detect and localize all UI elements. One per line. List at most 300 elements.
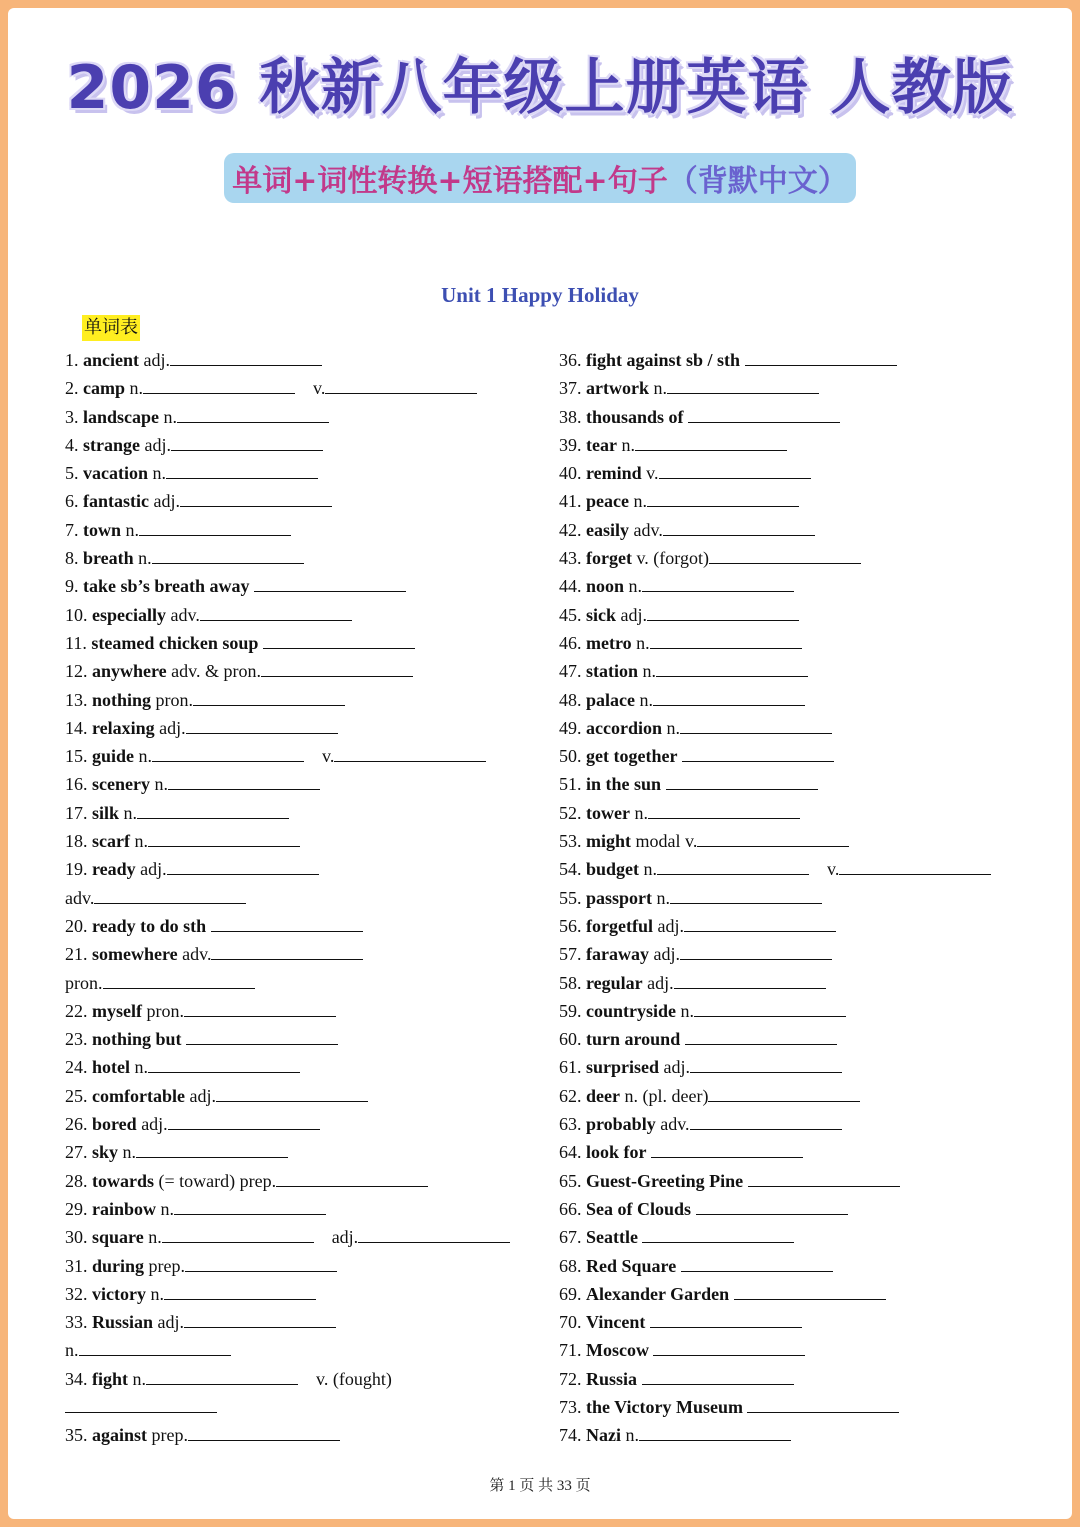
- item-word: sky: [92, 1142, 119, 1163]
- answer-blank[interactable]: [334, 743, 486, 762]
- answer-blank[interactable]: [663, 517, 815, 536]
- vocab-item: [65, 1223, 545, 1251]
- answer-blank[interactable]: [166, 460, 318, 479]
- vocab-item: [65, 516, 545, 544]
- answer-blank[interactable]: [211, 913, 363, 932]
- item-pos: n.: [152, 463, 166, 484]
- item-pos: n.: [625, 1425, 639, 1446]
- subtitle: [224, 153, 855, 203]
- answer-blank[interactable]: [659, 460, 811, 479]
- vocab-item: [559, 1167, 1039, 1195]
- item-number: 41.: [559, 491, 582, 512]
- answer-blank[interactable]: [680, 941, 832, 960]
- vocab-item: [559, 657, 1039, 685]
- item-pos-secondary: v.: [827, 859, 840, 880]
- item-word: probably: [586, 1114, 656, 1135]
- item-pos: adj.: [141, 1114, 168, 1135]
- item-number: 53.: [559, 831, 582, 852]
- vocab-item: [65, 912, 545, 940]
- vocab-item: [65, 827, 545, 855]
- item-word: remind: [586, 463, 642, 484]
- answer-blank[interactable]: [146, 1366, 298, 1385]
- vocab-item: [559, 1365, 1039, 1393]
- item-word: nothing but: [92, 1029, 182, 1050]
- item-pos: adj.: [159, 717, 186, 738]
- vocab-item: [65, 940, 545, 968]
- answer-blank[interactable]: [152, 545, 304, 564]
- answer-blank[interactable]: [635, 432, 787, 451]
- item-word: budget: [586, 859, 640, 880]
- answer-blank[interactable]: [682, 743, 834, 762]
- item-pos: n.: [65, 1340, 79, 1361]
- item-number: 17.: [65, 802, 88, 823]
- vocab-item: [559, 374, 1039, 402]
- item-pos: (= toward) prep.: [158, 1170, 277, 1191]
- item-pos: n.: [132, 1368, 146, 1389]
- item-word: town: [83, 519, 122, 540]
- item-word: guide: [92, 746, 135, 767]
- item-word: camp: [83, 378, 125, 399]
- answer-blank[interactable]: [254, 573, 406, 592]
- item-number: 38.: [559, 406, 582, 427]
- item-pos: n.: [154, 774, 168, 795]
- item-pos: n.: [160, 1198, 175, 1219]
- page-footer: [8, 1474, 1072, 1495]
- item-pos: pron.: [146, 1000, 184, 1021]
- item-number: 74.: [559, 1425, 582, 1446]
- answer-blank[interactable]: [674, 970, 826, 989]
- item-number: 5.: [65, 463, 79, 484]
- vocab-item: [65, 884, 545, 912]
- item-word: Red Square: [586, 1255, 677, 1276]
- item-word: the Victory Museum: [586, 1396, 743, 1417]
- vocab-item: [65, 1110, 545, 1138]
- item-pos: pron.: [155, 689, 194, 710]
- item-pos: n.: [148, 1227, 162, 1248]
- item-word: strange: [83, 434, 140, 455]
- answer-blank[interactable]: [276, 1168, 428, 1187]
- vocab-item: [65, 1280, 545, 1308]
- item-number: 25.: [65, 1085, 88, 1106]
- vocab-item: [65, 1252, 545, 1280]
- item-pos: adv.: [660, 1114, 690, 1135]
- item-number: 39.: [559, 434, 582, 455]
- item-pos: adv.: [633, 519, 663, 540]
- answer-blank[interactable]: [690, 1054, 842, 1073]
- item-word: comfortable: [92, 1085, 185, 1106]
- answer-blank[interactable]: [648, 800, 800, 819]
- answer-blank[interactable]: [164, 1281, 316, 1300]
- answer-blank[interactable]: [143, 375, 295, 394]
- item-number: 18.: [65, 831, 88, 852]
- vocab-item: [65, 431, 545, 459]
- item-number: 33.: [65, 1312, 88, 1333]
- item-number: 11.: [65, 632, 87, 653]
- item-number: 62.: [559, 1085, 582, 1106]
- vocab-item: [559, 940, 1039, 968]
- item-number: 46.: [559, 632, 582, 653]
- item-word: vacation: [83, 463, 148, 484]
- answer-blank[interactable]: [94, 885, 246, 904]
- item-number: 49.: [559, 717, 582, 738]
- answer-blank[interactable]: [694, 998, 846, 1017]
- item-pos: n.: [123, 802, 138, 823]
- item-number: 12.: [65, 661, 88, 682]
- item-word: Vincent: [586, 1312, 646, 1333]
- item-pos: adj.: [153, 491, 180, 512]
- answer-blank[interactable]: [657, 856, 809, 875]
- item-pos: n.: [163, 406, 178, 427]
- vocab-item: [65, 1167, 545, 1195]
- item-pos: adj.: [143, 350, 170, 370]
- vocab-item: [65, 1053, 545, 1081]
- item-pos: n.: [642, 661, 657, 682]
- answer-blank[interactable]: [261, 658, 413, 677]
- item-number: 8.: [65, 548, 79, 569]
- answer-blank[interactable]: [653, 1337, 805, 1356]
- item-word: fight against sb / sth: [586, 350, 741, 370]
- vocab-item: [65, 770, 545, 798]
- unit-title: Unit 1 Happy Holiday: [441, 283, 639, 307]
- footer-suffix: 页: [571, 1478, 591, 1494]
- vocab-item: [65, 714, 545, 742]
- item-pos: pron.: [65, 972, 103, 993]
- item-word: towards: [92, 1170, 154, 1191]
- item-word: breath: [83, 548, 134, 569]
- item-pos-secondary: v.: [322, 746, 335, 767]
- item-pos: v.: [646, 463, 659, 484]
- answer-blank[interactable]: [168, 1111, 320, 1130]
- answer-blank[interactable]: [685, 1026, 837, 1045]
- item-number: 19.: [65, 859, 88, 880]
- answer-blank[interactable]: [684, 913, 836, 932]
- item-word: ancient: [83, 350, 139, 370]
- item-word: artwork: [586, 378, 649, 399]
- vocab-item: [559, 1252, 1039, 1280]
- answer-blank[interactable]: [139, 517, 291, 536]
- item-word: fight: [92, 1368, 128, 1389]
- item-number: 47.: [559, 661, 582, 682]
- item-word: tower: [586, 802, 630, 823]
- vocab-item: [559, 487, 1039, 515]
- vocab-item: [559, 1336, 1039, 1364]
- footer-middle: 页 共: [515, 1478, 557, 1494]
- item-pos: n.: [680, 1000, 694, 1021]
- item-pos: adj.: [620, 604, 648, 625]
- vocab-item: [65, 1138, 545, 1166]
- vocab-item: [559, 516, 1039, 544]
- item-word: station: [586, 661, 639, 682]
- item-number: 66.: [559, 1198, 582, 1219]
- item-word: ready: [92, 859, 136, 880]
- vocab-item: [65, 1421, 545, 1449]
- vocab-item: [559, 1421, 1039, 1449]
- answer-blank[interactable]: [642, 573, 794, 592]
- answer-blank[interactable]: [177, 404, 329, 423]
- vocab-item: [65, 742, 545, 770]
- vocab-item: [65, 1082, 545, 1110]
- item-number: 24.: [65, 1057, 88, 1078]
- item-pos: adj.: [663, 1057, 691, 1078]
- item-word: faraway: [586, 944, 649, 965]
- item-word: landscape: [83, 406, 160, 427]
- item-number: 16.: [65, 774, 88, 795]
- item-word: forgetful: [586, 915, 653, 936]
- answer-blank[interactable]: [647, 602, 799, 621]
- answer-blank[interactable]: [748, 1168, 900, 1187]
- item-word: bored: [92, 1114, 137, 1135]
- item-pos: n. (pl. deer): [624, 1085, 709, 1106]
- item-number: 13.: [65, 689, 88, 710]
- item-pos: n.: [656, 887, 671, 908]
- answer-blank[interactable]: [167, 856, 319, 875]
- vocab-item: [559, 1025, 1039, 1053]
- answer-blank[interactable]: [653, 687, 805, 706]
- answer-blank[interactable]: [650, 630, 802, 649]
- item-word: steamed chicken soup: [91, 632, 259, 653]
- item-number: 52.: [559, 802, 582, 823]
- answer-blank[interactable]: [639, 1422, 791, 1441]
- answer-blank[interactable]: [651, 1139, 803, 1158]
- answer-blank[interactable]: [696, 1196, 848, 1215]
- item-pos: n.: [122, 1142, 137, 1163]
- vocab-item: [65, 374, 545, 402]
- answer-blank[interactable]: [358, 1224, 510, 1243]
- item-word: Guest-Greeting Pine: [586, 1170, 744, 1191]
- answer-blank[interactable]: [103, 970, 255, 989]
- vocab-item: [65, 629, 545, 657]
- answer-blank[interactable]: [185, 1253, 337, 1272]
- item-number: 72.: [559, 1368, 582, 1389]
- item-word: noon: [586, 576, 625, 597]
- item-word: Russian: [92, 1312, 154, 1333]
- item-number: 23.: [65, 1029, 88, 1050]
- item-word: scenery: [92, 774, 150, 795]
- item-word: square: [92, 1227, 144, 1248]
- item-pos: n.: [643, 859, 658, 880]
- answer-blank[interactable]: [188, 1422, 340, 1441]
- vocab-item: [559, 799, 1039, 827]
- answer-blank[interactable]: [670, 885, 822, 904]
- item-word: during: [92, 1255, 145, 1276]
- item-pos: n.: [666, 717, 680, 738]
- answer-blank[interactable]: [680, 715, 832, 734]
- item-number: 60.: [559, 1029, 582, 1050]
- vocab-item: [65, 657, 545, 685]
- item-pos: n.: [636, 632, 650, 653]
- item-word: myself: [92, 1000, 142, 1021]
- answer-blank[interactable]: [65, 1394, 217, 1413]
- item-word: rainbow: [92, 1198, 157, 1219]
- item-pos: n.: [138, 548, 152, 569]
- item-number: 15.: [65, 746, 88, 767]
- item-number: 34.: [65, 1368, 88, 1389]
- item-number: 31.: [65, 1255, 88, 1276]
- item-word: metro: [586, 632, 632, 653]
- vocab-item: [559, 1110, 1039, 1138]
- item-word: hotel: [92, 1057, 130, 1078]
- item-number: 56.: [559, 915, 582, 936]
- item-number: 68.: [559, 1255, 582, 1276]
- vocab-item: [559, 1138, 1039, 1166]
- vocab-item: [65, 459, 545, 487]
- answer-blank[interactable]: [697, 828, 849, 847]
- answer-blank[interactable]: [642, 1366, 794, 1385]
- worksheet-page: [8, 8, 1072, 1519]
- item-word: nothing: [92, 689, 152, 710]
- answer-blank[interactable]: [174, 1196, 326, 1215]
- answer-blank[interactable]: [681, 1253, 833, 1272]
- item-word: take sb’s breath away: [83, 576, 250, 597]
- vocab-item: [559, 431, 1039, 459]
- main-title: 2026 秋新八年级上册英语 人教版: [66, 53, 1014, 123]
- item-word: accordion: [586, 717, 662, 738]
- vocab-item: [559, 1280, 1039, 1308]
- item-word: deer: [586, 1085, 620, 1106]
- answer-blank[interactable]: [745, 347, 897, 366]
- item-word: fantastic: [83, 491, 149, 512]
- answer-blank[interactable]: [709, 545, 861, 564]
- item-pos: n.: [628, 576, 643, 597]
- answer-blank[interactable]: [148, 1054, 300, 1073]
- answer-blank[interactable]: [708, 1083, 860, 1102]
- item-number: 67.: [559, 1227, 582, 1248]
- answer-blank[interactable]: [137, 800, 289, 819]
- item-pos: adv. & pron.: [171, 661, 261, 682]
- vocab-item: [65, 686, 545, 714]
- item-number: 32.: [65, 1283, 88, 1304]
- item-pos-secondary: v.: [313, 378, 326, 399]
- vocab-item: [559, 827, 1039, 855]
- answer-blank[interactable]: [186, 715, 338, 734]
- answer-blank[interactable]: [136, 1139, 288, 1158]
- vocab-item: [65, 1025, 545, 1053]
- answer-blank[interactable]: [186, 1026, 338, 1045]
- item-word: scarf: [92, 831, 130, 852]
- item-word: silk: [92, 802, 120, 823]
- answer-blank[interactable]: [180, 488, 332, 507]
- answer-blank[interactable]: [184, 998, 336, 1017]
- item-word: tear: [586, 434, 617, 455]
- answer-blank[interactable]: [650, 1309, 802, 1328]
- vocab-item: [65, 1195, 545, 1223]
- item-number: 20.: [65, 915, 88, 936]
- vocab-item: [559, 884, 1039, 912]
- answer-blank[interactable]: [216, 1083, 368, 1102]
- answer-blank[interactable]: [647, 488, 799, 507]
- item-word: forget: [586, 548, 632, 569]
- answer-blank[interactable]: [211, 941, 363, 960]
- item-number: 55.: [559, 887, 582, 908]
- vocab-item: [65, 544, 545, 572]
- item-number: 14.: [65, 717, 88, 738]
- vocab-item: [559, 1223, 1039, 1251]
- footer-prefix: 第: [489, 1478, 509, 1494]
- subtitle-main: 单词+词性转换+短语搭配+句子: [232, 164, 668, 199]
- footer-total: 33: [556, 1478, 572, 1494]
- vocab-item: [559, 714, 1039, 742]
- item-number: 58.: [559, 972, 582, 993]
- item-number: 61.: [559, 1057, 582, 1078]
- vocab-item: [65, 969, 545, 997]
- answer-blank[interactable]: [666, 771, 818, 790]
- item-number: 65.: [559, 1170, 582, 1191]
- item-word: easily: [586, 519, 629, 540]
- answer-blank[interactable]: [325, 375, 477, 394]
- item-word: victory: [92, 1283, 146, 1304]
- answer-blank[interactable]: [184, 1309, 336, 1328]
- item-word: passport: [586, 887, 653, 908]
- item-pos: adj.: [647, 972, 674, 993]
- answer-blank[interactable]: [148, 828, 300, 847]
- answer-blank[interactable]: [171, 432, 323, 451]
- vocab-column-right: [559, 346, 1039, 1450]
- vocab-item: [559, 770, 1039, 798]
- answer-blank[interactable]: [747, 1394, 899, 1413]
- answer-blank[interactable]: [162, 1224, 314, 1243]
- item-number: 29.: [65, 1198, 88, 1219]
- vocab-item: [559, 912, 1039, 940]
- answer-blank[interactable]: [170, 347, 322, 366]
- answer-blank[interactable]: [152, 743, 304, 762]
- subtitle-banner: [8, 153, 1072, 203]
- answer-blank[interactable]: [642, 1224, 794, 1243]
- item-word: Alexander Garden: [586, 1283, 730, 1304]
- item-number: 73.: [559, 1396, 582, 1417]
- vocab-item: [65, 1393, 545, 1421]
- vocab-item: [559, 403, 1039, 431]
- item-number: 27.: [65, 1142, 88, 1163]
- item-pos: adj.: [657, 915, 684, 936]
- item-number: 64.: [559, 1142, 582, 1163]
- answer-blank[interactable]: [168, 771, 320, 790]
- item-word: somewhere: [92, 944, 178, 965]
- item-number: 1.: [65, 350, 79, 370]
- item-number: 36.: [559, 350, 582, 370]
- item-number: 28.: [65, 1170, 88, 1191]
- item-number: 54.: [559, 859, 582, 880]
- answer-blank[interactable]: [688, 404, 840, 423]
- item-word: in the sun: [586, 774, 662, 795]
- item-number: 21.: [65, 944, 88, 965]
- answer-blank[interactable]: [839, 856, 991, 875]
- item-pos: n.: [134, 1057, 148, 1078]
- answer-blank[interactable]: [79, 1337, 231, 1356]
- vocab-item: [559, 1053, 1039, 1081]
- vocab-item: [559, 544, 1039, 572]
- item-pos: adj.: [140, 859, 167, 880]
- answer-blank[interactable]: [263, 630, 415, 649]
- vocab-item: [65, 487, 545, 515]
- item-word: Nazi: [586, 1425, 621, 1446]
- item-word: surprised: [586, 1057, 660, 1078]
- answer-blank[interactable]: [200, 602, 352, 621]
- answer-blank[interactable]: [656, 658, 808, 677]
- item-pos: prep.: [151, 1425, 188, 1446]
- item-number: 26.: [65, 1114, 88, 1135]
- item-pos: n.: [653, 378, 667, 399]
- answer-blank[interactable]: [193, 687, 345, 706]
- answer-blank[interactable]: [690, 1111, 842, 1130]
- item-number: 44.: [559, 576, 582, 597]
- answer-blank[interactable]: [734, 1281, 886, 1300]
- vocab-item: [65, 346, 545, 374]
- item-number: 51.: [559, 774, 582, 795]
- footer-page: 1: [508, 1478, 516, 1494]
- vocab-item: [65, 997, 545, 1025]
- answer-blank[interactable]: [667, 375, 819, 394]
- section-label: 单词表: [82, 315, 140, 341]
